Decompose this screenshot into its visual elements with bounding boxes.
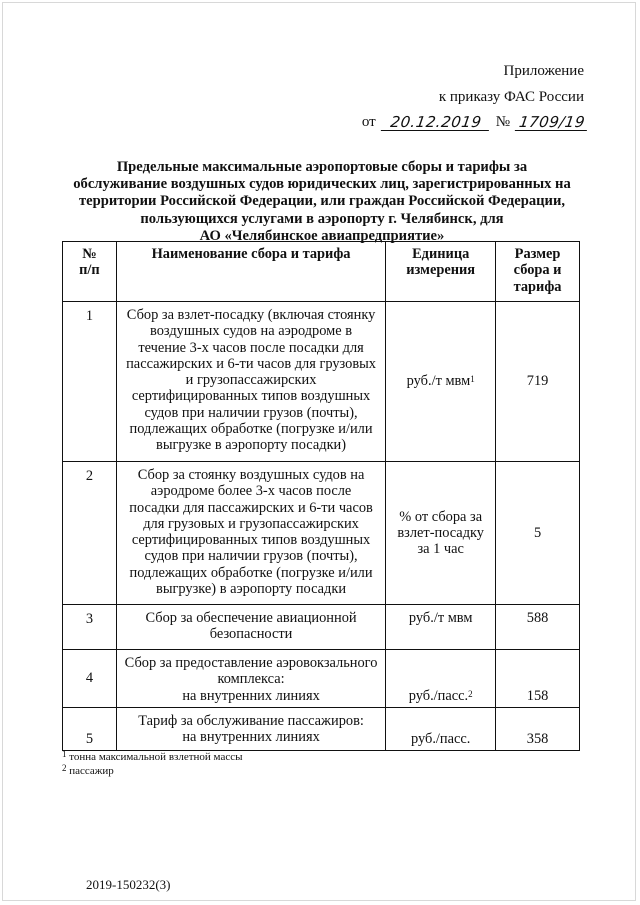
footnote: $^2$ пассажир bbox=[62, 763, 114, 777]
row-name: Тариф за обслуживание пассажиров: на внутренних линиях bbox=[116, 708, 385, 751]
date-prefix: от bbox=[361, 114, 376, 130]
row-unit: % от сбора за взлет-посадку за 1 час bbox=[386, 462, 496, 605]
header-size: Размер сбора и тарифа bbox=[496, 242, 580, 302]
row-unit: руб./пасс. bbox=[386, 708, 496, 751]
table-row bbox=[63, 462, 580, 605]
table-row bbox=[63, 302, 580, 462]
table-row bbox=[63, 708, 580, 751]
row-number: 2 bbox=[63, 462, 117, 605]
row-number: 4 bbox=[63, 650, 117, 708]
number-prefix: № bbox=[495, 114, 510, 130]
header-unit: Единица измерения bbox=[386, 242, 496, 302]
row-name: Сбор за стоянку воздушных судов на аэродроме более 3-х часов после посадки для пассажирских и 6-ти часов для грузовых и грузопассажирских сертифицированных типов воздушных судов при наличии грузов (почты), подлежащих обработке (погрузке и/или выгрузке) в аэропорту посадки bbox=[116, 462, 385, 605]
row-value: 588 bbox=[496, 605, 580, 650]
header-num: № п/п bbox=[63, 242, 117, 302]
table-row bbox=[63, 650, 580, 708]
table-row bbox=[63, 605, 580, 650]
row-value: 5 bbox=[496, 462, 580, 605]
row-name: Сбор за предоставление аэровокзального комплекса: на внутренних линиях bbox=[116, 650, 385, 708]
row-number: 3 bbox=[63, 605, 117, 650]
row-unit: руб./т мвм bbox=[386, 605, 496, 650]
tariffs-table bbox=[62, 241, 580, 751]
document-number: 2019-150232(3) bbox=[86, 877, 171, 892]
row-value: 719 bbox=[496, 302, 580, 462]
title-line: Предельные максимальные аэропортовые сборы и тарифы за bbox=[116, 159, 528, 175]
appendix-label: Приложение bbox=[503, 63, 584, 79]
title-line: территории Российской Федерации, или граждан Российской Федерации, bbox=[78, 193, 566, 210]
title-line: АО «Челябинское авиапредприятие» bbox=[199, 227, 445, 244]
order-date-number bbox=[362, 113, 588, 131]
row-value: 158 bbox=[496, 650, 580, 708]
row-name: Сбор за обеспечение авиационной безопасности bbox=[116, 605, 385, 650]
order-reference: к приказу ФАС России bbox=[438, 89, 584, 105]
row-unit: руб./т мвм$^1$ bbox=[386, 302, 496, 462]
row-number: 1 bbox=[63, 302, 117, 462]
title-line: обслуживание воздушных судов юридических лиц, зарегистрированных на bbox=[73, 176, 571, 193]
footnotes bbox=[62, 750, 242, 778]
handwritten-date: 20.12.2019 bbox=[380, 114, 490, 131]
header-name: Наименование сбора и тарифа bbox=[116, 242, 385, 302]
table-header-row bbox=[63, 242, 580, 302]
footnote: $^1$ тонна максимальной взлетной массы bbox=[62, 749, 243, 763]
row-unit: руб./пасс.$^2$ bbox=[386, 650, 496, 708]
row-name: Сбор за взлет-посадку (включая стоянку воздушных судов на аэродроме в течение 3-х часов после посадки для пассажирских и 6-ти часов для грузовых и грузопассажирских сертифицированных типов воздушных судов при наличии грузов (почты), подлежащих обработке (погрузке и/или выгрузке в аэропорту посадки) bbox=[116, 302, 385, 462]
row-value: 358 bbox=[496, 708, 580, 751]
row-number: 5 bbox=[63, 708, 117, 751]
document-title bbox=[60, 159, 584, 245]
handwritten-order-number: 1709/19 bbox=[515, 114, 589, 131]
title-line: пользующихся услугами в аэропорту г. Челябинск, для bbox=[140, 210, 504, 227]
